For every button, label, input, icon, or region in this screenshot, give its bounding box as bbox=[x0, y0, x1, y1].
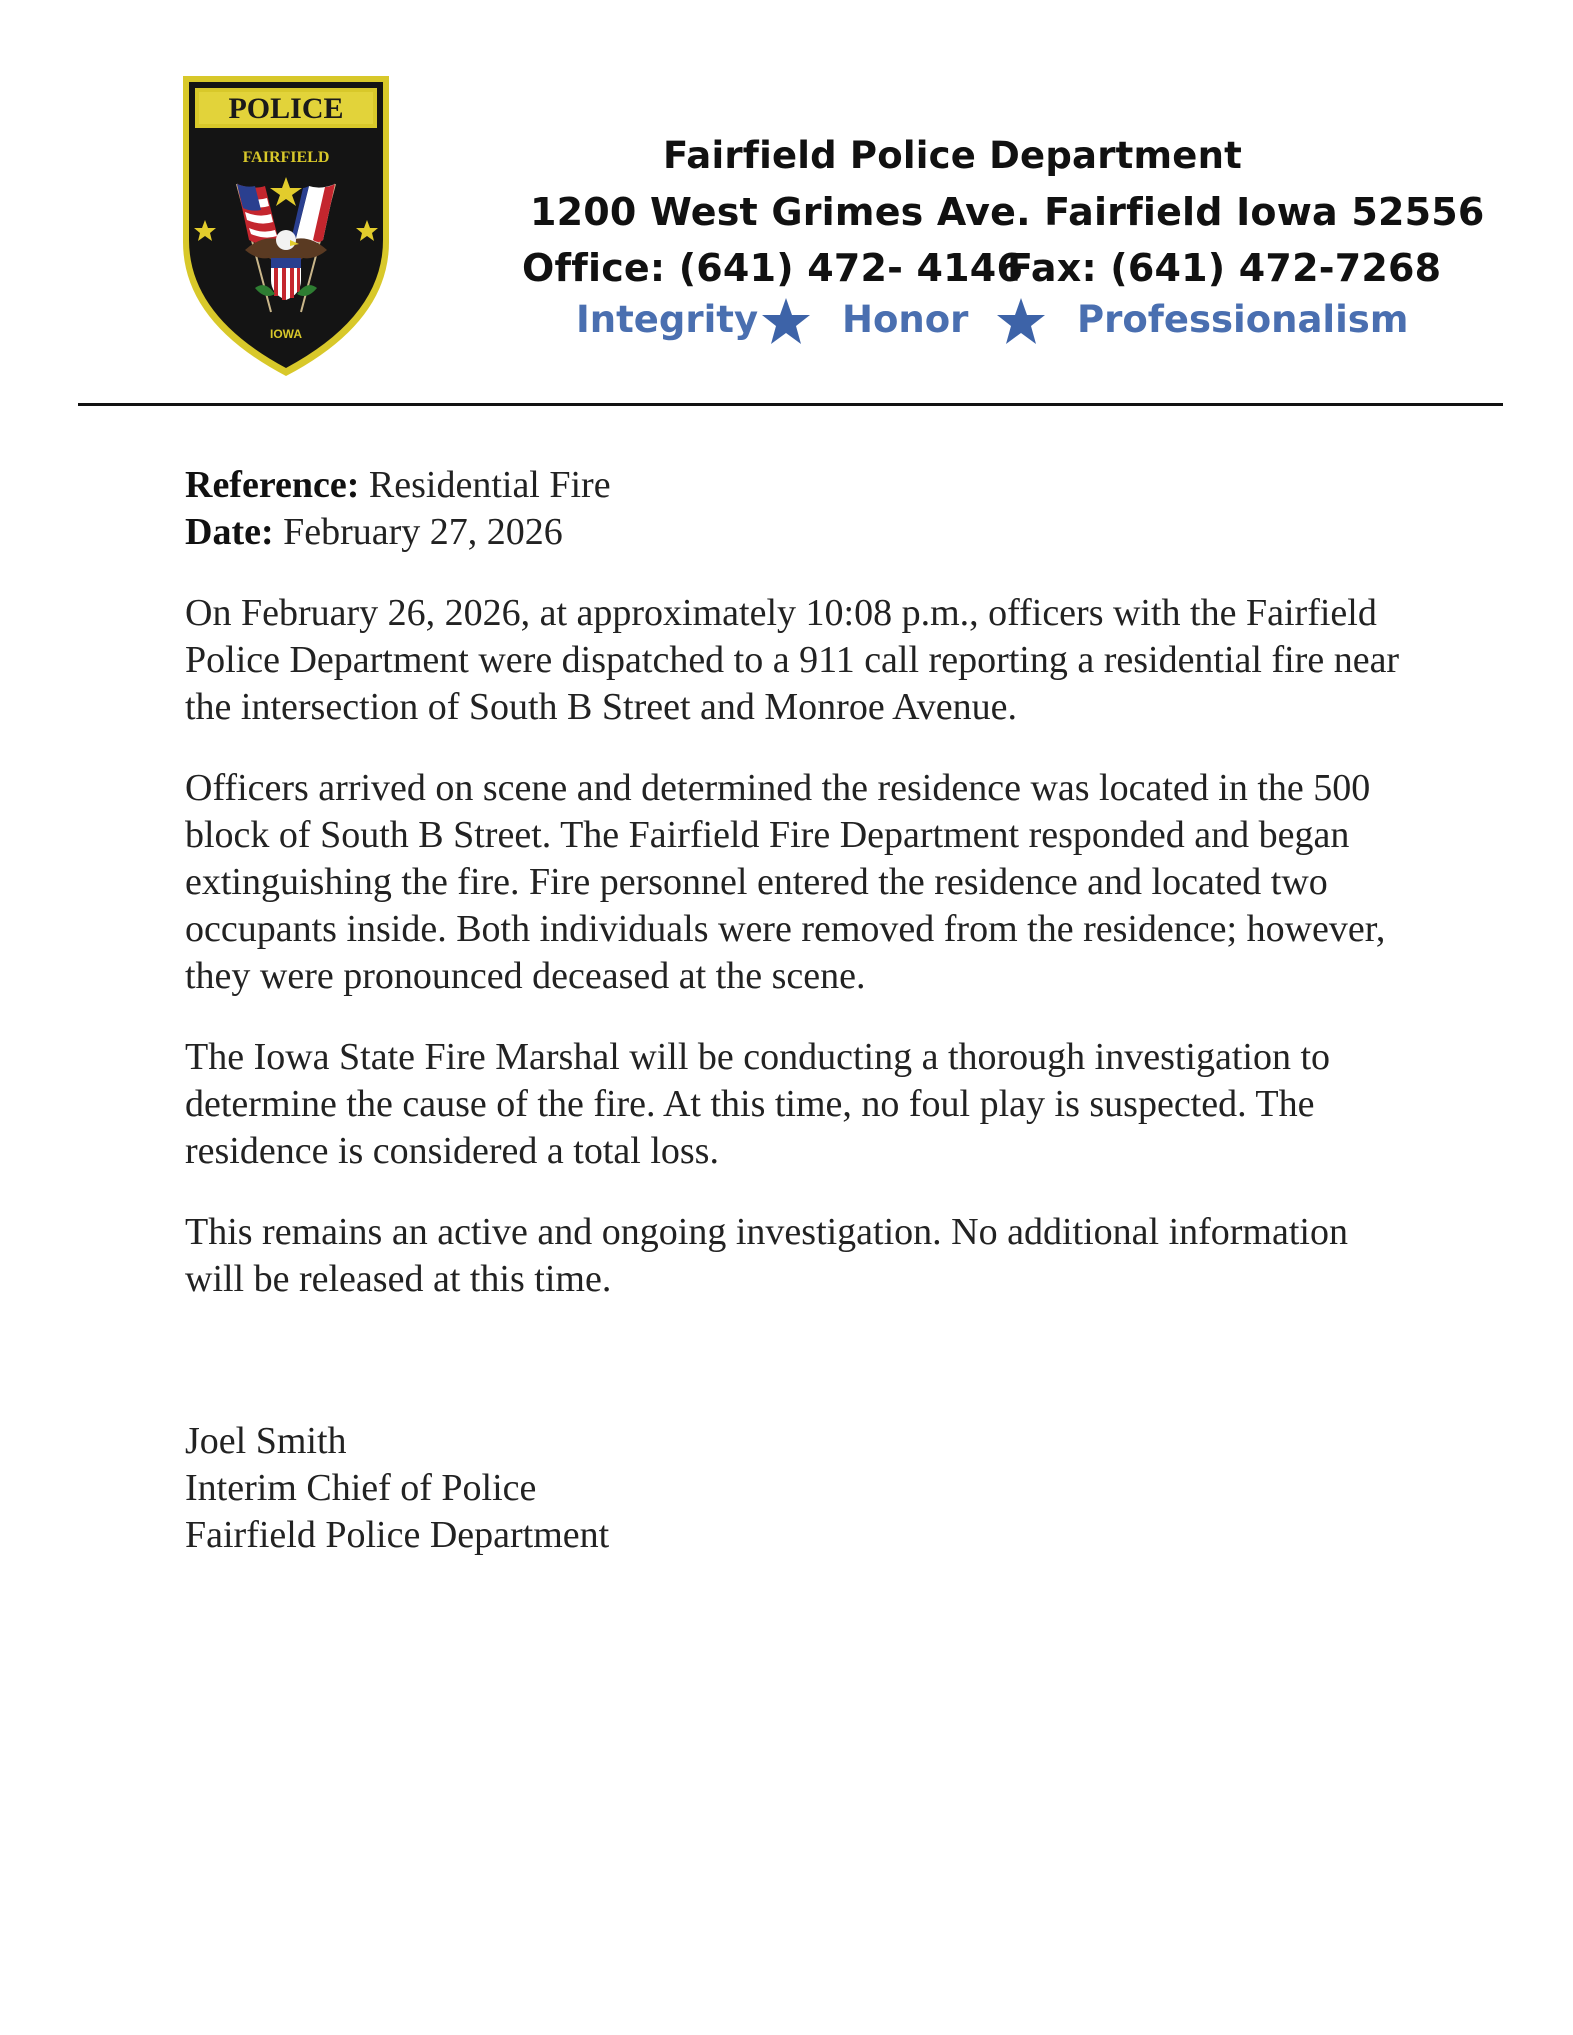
svg-text:FAIRFIELD: FAIRFIELD bbox=[242, 149, 330, 166]
signature-title: Interim Chief of Police bbox=[185, 1467, 537, 1509]
svg-text:POLICE: POLICE bbox=[228, 92, 344, 125]
motto-integrity: Integrity bbox=[576, 298, 759, 341]
signature-name: Joel Smith bbox=[185, 1420, 347, 1462]
reference-label: Reference: bbox=[185, 464, 360, 506]
motto-professionalism: Professionalism bbox=[1077, 298, 1409, 341]
date-line bbox=[185, 509, 1415, 556]
star-icon bbox=[995, 296, 1047, 348]
reference-value: Residential Fire bbox=[359, 464, 611, 506]
release-body bbox=[185, 462, 1415, 1559]
star-icon bbox=[760, 296, 812, 348]
date-value: February 27, 2026 bbox=[273, 511, 563, 553]
signature-block bbox=[185, 1418, 1415, 1559]
svg-text:IOWA: IOWA bbox=[270, 327, 302, 341]
paragraph-scene: Officers arrived on scene and determined the residence was located in the 500 block of South B Street. The Fairfield Fire Department responded and began extinguishing the fire. Fire personnel entered the residence and located two occupants inside. Both individuals were removed from the residence; however, they were pronounced deceased at the scene. bbox=[185, 767, 1386, 997]
header-divider bbox=[78, 403, 1503, 406]
fax-number: Fax: (641) 472-7268 bbox=[1007, 246, 1442, 290]
police-badge-logo bbox=[175, 72, 397, 380]
signature-organization: Fairfield Police Department bbox=[185, 1514, 610, 1556]
date-label: Date: bbox=[185, 511, 274, 553]
police-badge-icon bbox=[175, 72, 397, 380]
motto-honor: Honor bbox=[842, 298, 969, 341]
reference-line bbox=[185, 462, 1415, 509]
paragraph-status: This remains an active and ongoing investigation. No additional information will be released at this time. bbox=[185, 1211, 1348, 1300]
office-phone: Office: (641) 472- 4146 bbox=[522, 246, 1024, 290]
release-meta bbox=[185, 462, 1415, 556]
paragraph-investigation: The Iowa State Fire Marshal will be conducting a thorough investigation to determine the cause of the fire. At this time, no foul play is suspected. The residence is considered a total loss. bbox=[185, 1036, 1331, 1172]
department-name: Fairfield Police Department bbox=[663, 134, 1243, 177]
department-address: 1200 West Grimes Ave. Fairfield Iowa 52556 bbox=[530, 190, 1485, 234]
paragraph-dispatch: On February 26, 2026, at approximately 10:08 p.m., officers with the Fairfield Police Department were dispatched to a 911 call reporting a residential fire near the intersection of South B Street and Monroe Avenue. bbox=[185, 592, 1400, 728]
